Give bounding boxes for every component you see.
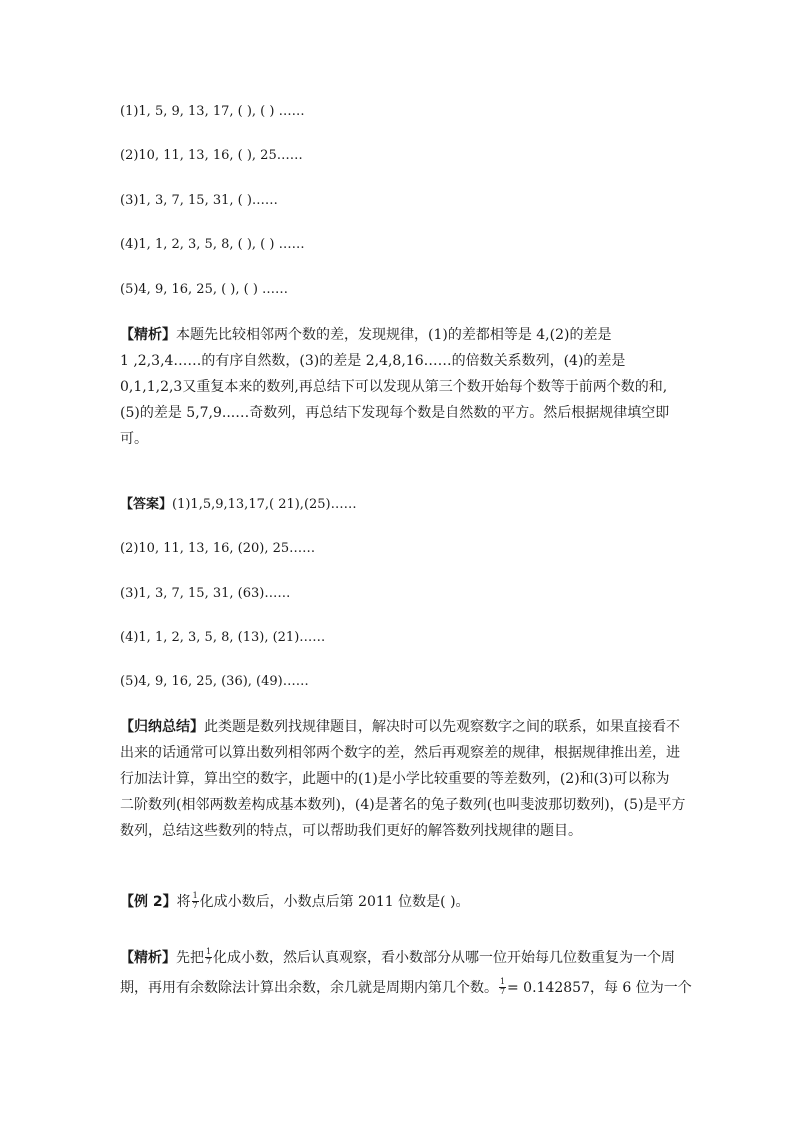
summary-row-4: 二阶数列(相邻两数差构成基本数列)，(4)是著名的兔子数列(也叫斐波那切数列)，(5)是平方 (120, 797, 686, 813)
analysis-row-4: (5)的差是 5,7,9...…奇数列，再总结下发现每个数是自然数的平方。然后根据规律填空即 (120, 405, 670, 421)
analysis-tag: 【精析】 (120, 327, 176, 343)
answer-1: (1)1,5,9,13,17,( 21),(25)…… (172, 497, 357, 512)
fraction-one-seventh-3: $\frac{1}{7}$ (499, 977, 506, 996)
answer-3: (3)1, 3, 7, 15, 31, (63)…… (120, 586, 291, 601)
analysis-2-tag: 【精析】 (120, 950, 176, 966)
example-2-pre: 将 (176, 894, 191, 910)
summary-row-3: 行加法计算，算出空的数字，此题中的(1)是小学比较重要的等差数列，(2)和(3)可以称为 (120, 771, 670, 787)
problem-4: (4)1, 1, 2, 3, 5, 8, ( ), ( ) …… (120, 237, 305, 252)
summary-tag: 【归纳总结】 (120, 719, 204, 735)
fraction-one-seventh-2: $\frac{1}{7}$ (205, 947, 212, 966)
analysis-row-2: 1 ,2,3,4……的有序自然数，(3)的差是 2,4,8,16……的倍数关系数列，(4)的差是 (120, 353, 626, 369)
analysis-2-row1-pre: 先把 (176, 950, 204, 966)
analysis-2-row1-post: 化成小数，然后认真观察，看小数部分从哪一位开始每几位数重复为一个周 (213, 950, 675, 966)
summary-row-2: 出来的话通常可以算出数列相邻两个数字的差，然后再观察差的规律，根据规律推出差，进 (120, 745, 680, 761)
summary-row-1: 此类题是数列找规律题目，解决时可以先观察数字之间的联系，如果直接看不 (204, 719, 680, 735)
example-2-line (120, 889, 676, 915)
problem-1: (1)1, 5, 9, 13, 17, ( ), ( ) …… (120, 104, 305, 119)
analysis-2-row2-pre: 期，再用有余数除法计算出余数，余几就是周期内第几个数。 (120, 980, 498, 996)
fraction-one-seventh: $\frac{1}{7}$ (192, 891, 198, 910)
answer-line-1 (120, 497, 357, 513)
problem-2: (2)10, 11, 13, 16, ( ), 25…… (120, 148, 303, 163)
answer-4: (4)1, 1, 2, 3, 5, 8, (13), (21)…… (120, 630, 326, 645)
analysis-paragraph (120, 322, 676, 452)
analysis-2-row2-post: = 0.142857，每 6 位为一个 (507, 980, 692, 996)
summary-row-5: 数列，总结这些数列的特点，可以帮助我们更好的解答数列找规律的题目。 (120, 823, 582, 839)
example-2-tag: 【例 2】 (120, 894, 177, 910)
analysis-2-paragraph (120, 943, 692, 1003)
problem-3: (3)1, 3, 7, 15, 31, ( )…… (120, 193, 278, 208)
analysis-row-5: 可。 (120, 431, 148, 447)
example-2-post: 化成小数后，小数点后第 2011 位数是( )。 (199, 894, 470, 910)
problem-5: (5)4, 9, 16, 25, ( ), ( ) …… (120, 282, 289, 297)
summary-paragraph (120, 714, 686, 844)
answer-tag: 【答案】 (120, 497, 173, 512)
analysis-row-1: 本题先比较相邻两个数的差，发现规律，(1)的差都相等是 4,(2)的差是 (176, 327, 612, 343)
analysis-row-3: 0,1,1,2,3又重复本来的数列,再总结下可以发现从第三个数开始每个数等于前两个数的和, (120, 379, 668, 395)
answer-2: (2)10, 11, 13, 16, (20), 25…… (120, 541, 316, 556)
answer-5: (5)4, 9, 16, 25, (36), (49)…… (120, 674, 309, 689)
